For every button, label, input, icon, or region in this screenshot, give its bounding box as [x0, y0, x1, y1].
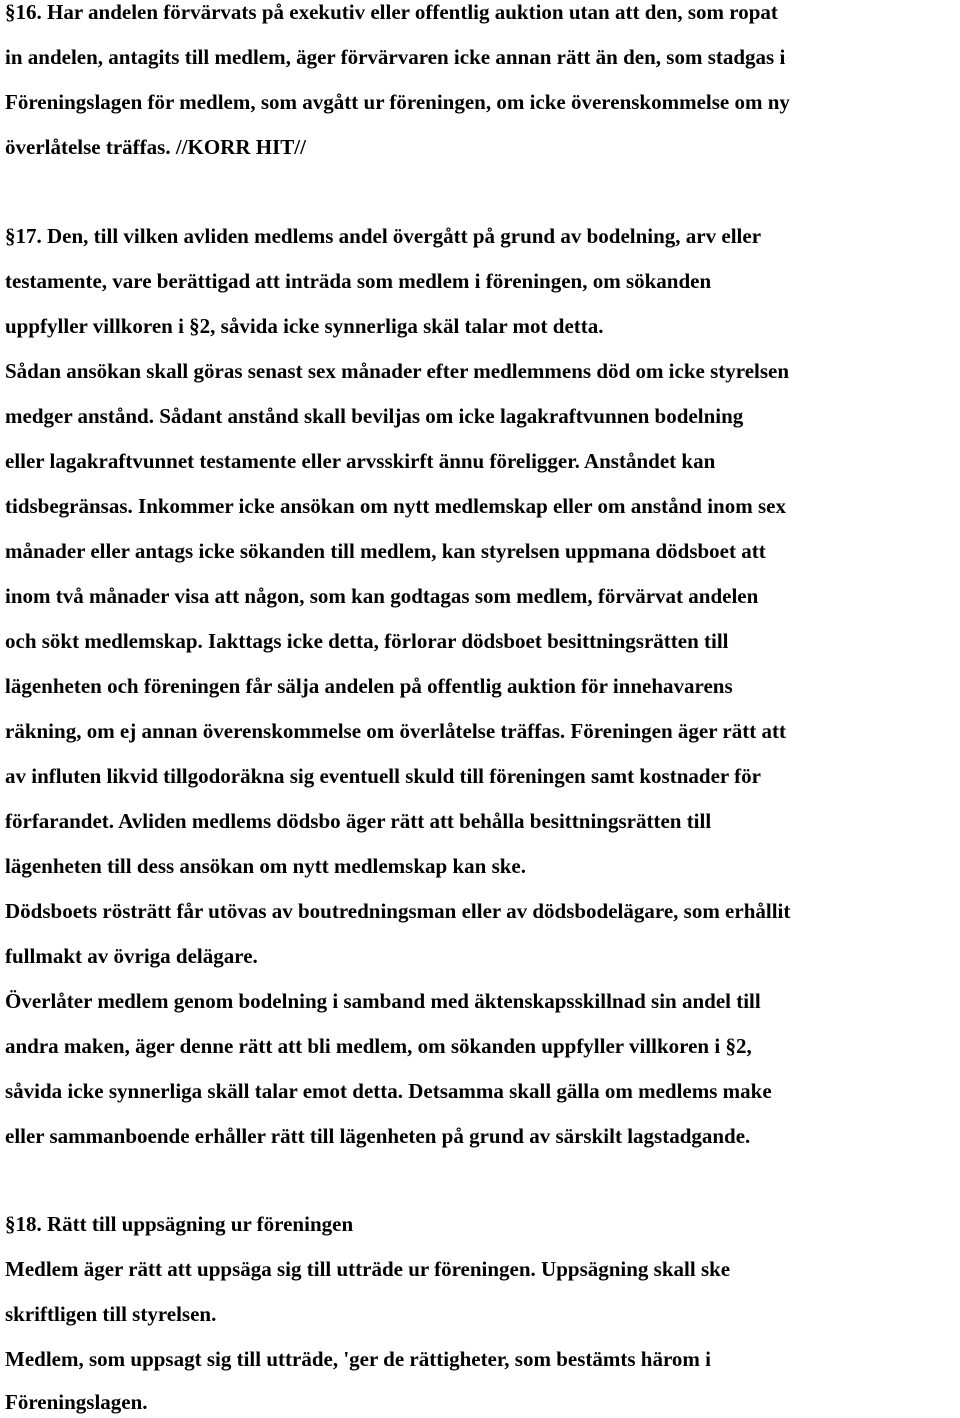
text-line: överlåtelse träffas. //KORR HIT// [5, 135, 306, 159]
text-line: räkning, om ej annan överenskommelse om överlåtelse träffas. Föreningen äger rätt att [5, 719, 786, 743]
text-line: andra maken, äger denne rätt att bli medlem, om sökanden uppfyller villkoren i §2, [5, 1034, 752, 1058]
text-line: Överlåter medlem genom bodelning i samband med äktenskapsskillnad sin andel till [5, 989, 761, 1013]
text-line: tidsbegränsas. Inkommer icke ansökan om nytt medlemskap eller om anstånd inom sex [5, 494, 786, 518]
text-line: Medlem äger rätt att uppsäga sig till utträde ur föreningen. Uppsägning skall ske [5, 1257, 731, 1281]
text-line: förfarandet. Avliden medlems dödsbo äger rätt att behålla besittningsrätten till [5, 809, 712, 833]
text-line: och sökt medlemskap. Iakttags icke detta, förlorar dödsboet besittningsrätten till [5, 629, 729, 653]
text-line: §17. Den, till vilken avliden medlems andel övergått på grund av bodelning, arv eller [5, 224, 762, 248]
text-line: Medlem, som uppsagt sig till utträde, 'ger de rättigheter, som bestämts härom i [5, 1347, 711, 1371]
text-line: uppfyller villkoren i §2, såvida icke synnerliga skäl talar mot detta. [5, 314, 604, 338]
text-line: eller sammanboende erhåller rätt till lägenheten på grund av särskilt lagstadgande. [5, 1124, 751, 1148]
text-line: Föreningslagen. [5, 1390, 148, 1414]
text-line: lägenheten till dess ansökan om nytt medlemskap kan ske. [5, 854, 526, 878]
text-line: Sådan ansökan skall göras senast sex månader efter medlemmens död om icke styrelsen [5, 359, 790, 383]
text-line: av influten likvid tillgodoräkna sig eventuell skuld till föreningen samt kostnader för [5, 764, 761, 788]
text-line: eller lagakraftvunnet testamente eller arvsskirft ännu föreligger. Anståndet kan [5, 449, 716, 473]
text-line: Föreningslagen för medlem, som avgått ur föreningen, om icke överenskommelse om ny [5, 90, 790, 114]
text-line: lägenheten och föreningen får sälja andelen på offentlig auktion för innehavarens [5, 674, 733, 698]
text-line: §16. Har andelen förvärvats på exekutiv eller offentlig auktion utan att den, som ropat [5, 0, 778, 24]
text-line: inom två månader visa att någon, som kan godtagas som medlem, förvärvat andelen [5, 584, 759, 608]
text-line: §18. Rätt till uppsägning ur föreningen [5, 1212, 354, 1236]
text-line: testamente, vare berättigad att inträda som medlem i föreningen, om sökanden [5, 269, 712, 293]
text-line: Dödsboets rösträtt får utövas av boutredningsman eller av dödsbodelägare, som erhållit [5, 899, 791, 923]
text-line: månader eller antags icke sökanden till medlem, kan styrelsen uppmana dödsboet att [5, 539, 766, 563]
text-line: skriftligen till styrelsen. [5, 1302, 217, 1326]
text-line: fullmakt av övriga delägare. [5, 944, 258, 968]
text-line: in andelen, antagits till medlem, äger förvärvaren icke annan rätt än den, som stadgas i [5, 45, 786, 69]
text-line: såvida icke synnerliga skäll talar emot detta. Detsamma skall gälla om medlems make [5, 1079, 772, 1103]
text-line: medger anstånd. Sådant anstånd skall beviljas om icke lagakraftvunnen bodelning [5, 404, 744, 428]
